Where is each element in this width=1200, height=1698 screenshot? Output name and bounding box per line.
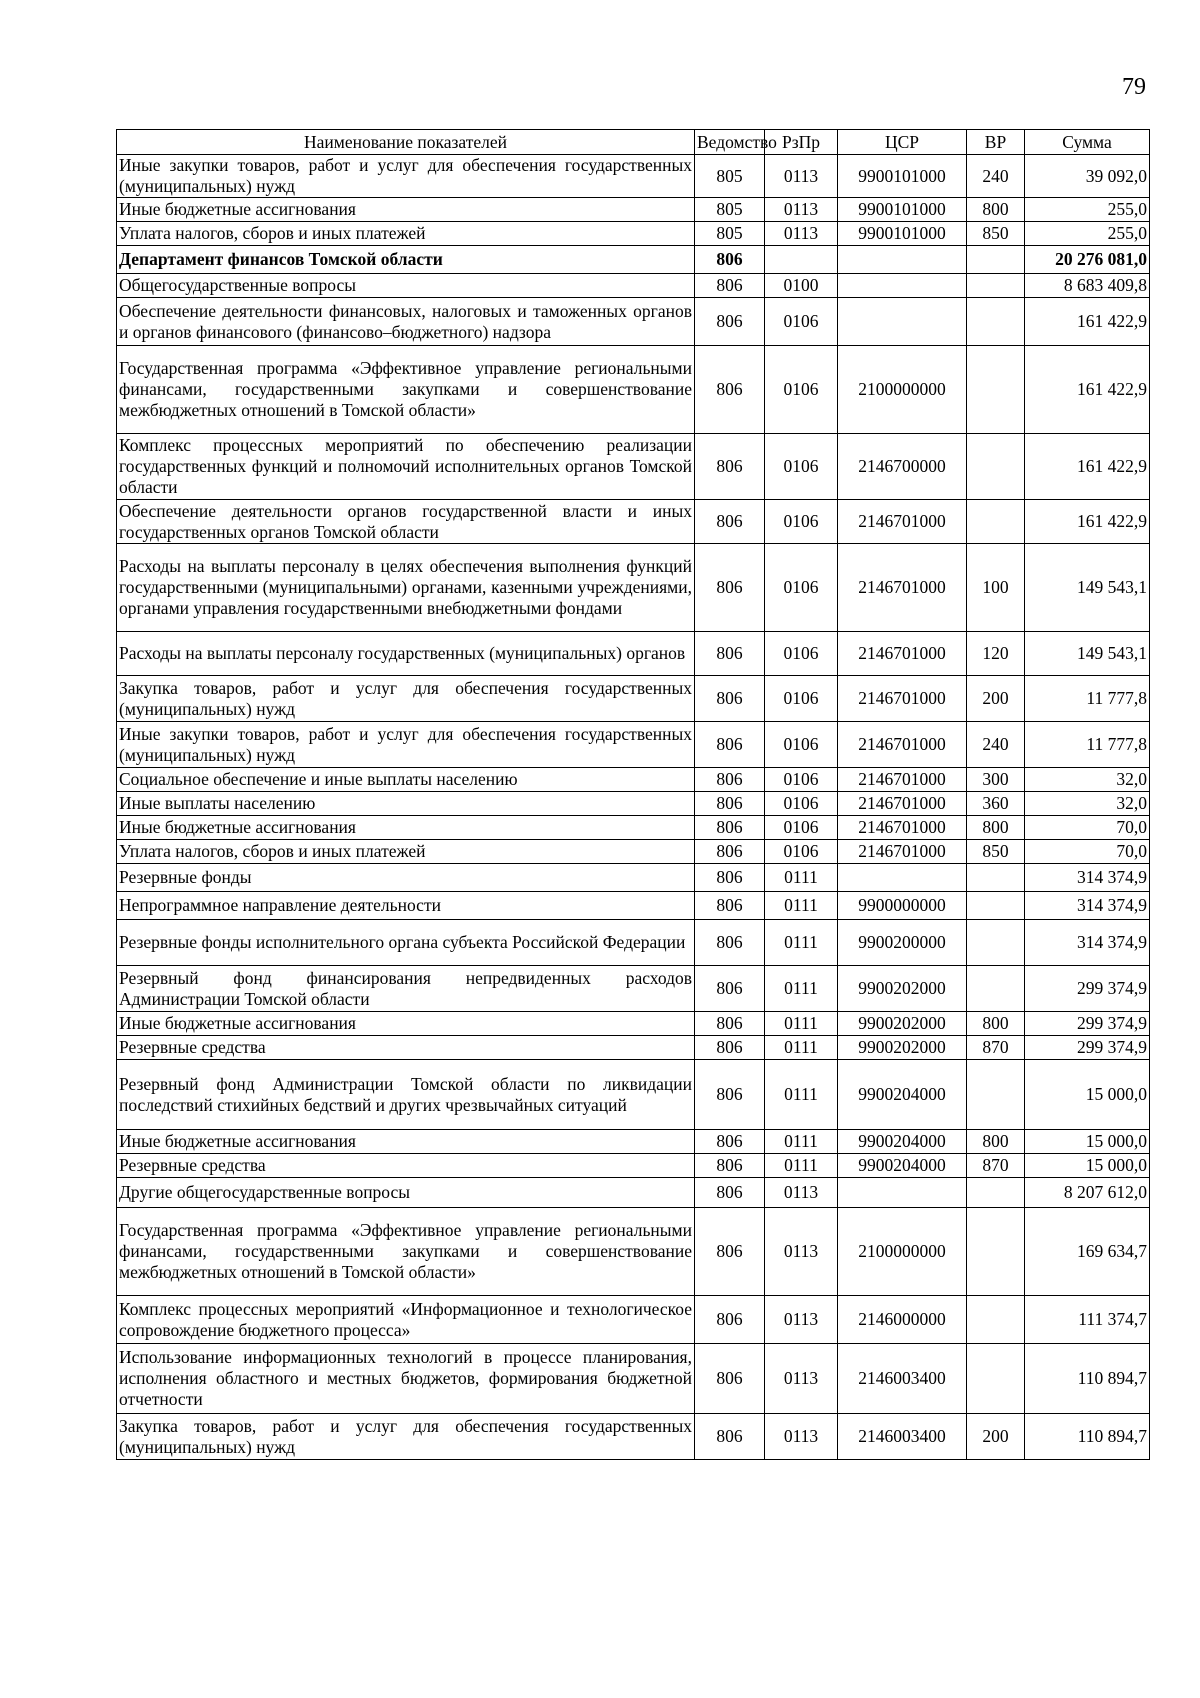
cell-vr [967,298,1025,346]
table-row [117,792,1150,816]
cell-ved: 806 [695,1178,765,1208]
cell-vr: 850 [967,222,1025,246]
cell-sum: 32,0 [1025,768,1150,792]
table-row [117,198,1150,222]
cell-ved: 806 [695,792,765,816]
cell-csr: 9900204000 [838,1060,967,1130]
cell-rzpr: 0111 [765,966,838,1012]
cell-csr: 2146701000 [838,768,967,792]
table-row [117,1296,1150,1344]
cell-sum: 111 374,7 [1025,1296,1150,1344]
cell-ved: 806 [695,298,765,346]
cell-ved: 805 [695,155,765,198]
cell-name: Государственная программа «Эффективное управление региональными финансами, государственными закупками и совершенствование межбюджетных отношений в Томской области» [117,346,695,434]
cell-name: Резервный фонд финансирования непредвиденных расходов Администрации Томской области [117,966,695,1012]
cell-sum: 314 374,9 [1025,892,1150,920]
cell-rzpr: 0113 [765,1414,838,1460]
cell-csr: 2146701000 [838,632,967,676]
cell-sum: 161 422,9 [1025,434,1150,500]
table-row [117,1130,1150,1154]
cell-ved: 806 [695,434,765,500]
cell-csr: 9900101000 [838,155,967,198]
cell-sum: 149 543,1 [1025,544,1150,632]
cell-name: Общегосударственные вопросы [117,274,695,298]
cell-csr: 2146701000 [838,792,967,816]
cell-vr: 870 [967,1154,1025,1178]
cell-rzpr: 0113 [765,198,838,222]
cell-sum: 110 894,7 [1025,1344,1150,1414]
header-csr: ЦСР [838,130,967,155]
cell-sum: 299 374,9 [1025,1036,1150,1060]
cell-name: Уплата налогов, сборов и иных платежей [117,840,695,864]
cell-ved: 806 [695,246,765,274]
cell-name: Непрограммное направление деятельности [117,892,695,920]
cell-sum: 299 374,9 [1025,966,1150,1012]
cell-rzpr: 0111 [765,1154,838,1178]
cell-vr: 100 [967,544,1025,632]
cell-sum: 161 422,9 [1025,346,1150,434]
cell-vr: 800 [967,816,1025,840]
table-row [117,864,1150,892]
cell-sum: 15 000,0 [1025,1130,1150,1154]
cell-ved: 805 [695,222,765,246]
cell-ved: 806 [695,966,765,1012]
cell-csr: 2146000000 [838,1296,967,1344]
cell-ved: 806 [695,892,765,920]
cell-name: Комплекс процессных мероприятий «Информационное и технологическое сопровождение бюджетного процесса» [117,1296,695,1344]
cell-ved: 806 [695,864,765,892]
cell-rzpr: 0106 [765,768,838,792]
cell-sum: 255,0 [1025,198,1150,222]
table-row [117,920,1150,966]
cell-rzpr: 0106 [765,722,838,768]
cell-csr: 9900000000 [838,892,967,920]
cell-csr: 2146003400 [838,1344,967,1414]
cell-vr: 200 [967,1414,1025,1460]
cell-name: Резервные фонды [117,864,695,892]
cell-rzpr: 0106 [765,840,838,864]
cell-rzpr: 0111 [765,1130,838,1154]
cell-vr: 240 [967,155,1025,198]
table-row [117,298,1150,346]
table-row [117,966,1150,1012]
cell-ved: 806 [695,544,765,632]
cell-sum: 314 374,9 [1025,920,1150,966]
cell-vr: 240 [967,722,1025,768]
cell-name: Иные бюджетные ассигнования [117,1012,695,1036]
cell-sum: 15 000,0 [1025,1060,1150,1130]
cell-name: Использование информационных технологий в процессе планирования, исполнения областного и местных бюджетов, формирования бюджетной отчетности [117,1344,695,1414]
cell-vr: 800 [967,198,1025,222]
cell-rzpr: 0111 [765,1012,838,1036]
table-row [117,544,1150,632]
cell-rzpr: 0113 [765,1344,838,1414]
cell-ved: 806 [695,1036,765,1060]
cell-vr [967,1060,1025,1130]
cell-rzpr: 0100 [765,274,838,298]
cell-ved: 806 [695,1344,765,1414]
cell-vr [967,346,1025,434]
cell-ved: 806 [695,346,765,434]
cell-csr: 2146003400 [838,1414,967,1460]
cell-ved: 806 [695,676,765,722]
cell-sum: 15 000,0 [1025,1154,1150,1178]
cell-csr [838,298,967,346]
cell-rzpr: 0106 [765,434,838,500]
table-row [117,892,1150,920]
table-row [117,246,1150,274]
cell-name: Социальное обеспечение и иные выплаты населению [117,768,695,792]
cell-ved: 806 [695,1130,765,1154]
cell-name: Обеспечение деятельности органов государственной власти и иных государственных органов Томской области [117,500,695,544]
cell-rzpr: 0106 [765,632,838,676]
cell-vr [967,864,1025,892]
cell-sum: 70,0 [1025,816,1150,840]
cell-name: Резервные фонды исполнительного органа субъекта Российской Федерации [117,920,695,966]
cell-ved: 806 [695,1296,765,1344]
cell-rzpr: 0113 [765,1208,838,1296]
header-row [117,130,1150,155]
cell-vr [967,1296,1025,1344]
table-row [117,1414,1150,1460]
cell-sum: 169 634,7 [1025,1208,1150,1296]
cell-sum: 149 543,1 [1025,632,1150,676]
cell-csr [838,864,967,892]
cell-csr: 2100000000 [838,1208,967,1296]
cell-csr [838,1178,967,1208]
cell-csr: 9900200000 [838,920,967,966]
table-row [117,632,1150,676]
table-row [117,1344,1150,1414]
cell-vr [967,1208,1025,1296]
cell-sum: 11 777,8 [1025,722,1150,768]
header-sum: Сумма [1025,130,1150,155]
cell-rzpr: 0106 [765,500,838,544]
cell-ved: 806 [695,632,765,676]
table-row [117,1178,1150,1208]
cell-csr: 2146700000 [838,434,967,500]
cell-ved: 806 [695,920,765,966]
cell-name: Иные закупки товаров, работ и услуг для обеспечения государственных (муниципальных) нужд [117,155,695,198]
table-row [117,768,1150,792]
cell-csr: 2146701000 [838,544,967,632]
cell-csr: 9900101000 [838,222,967,246]
cell-rzpr: 0111 [765,1036,838,1060]
cell-ved: 806 [695,840,765,864]
cell-ved: 806 [695,1154,765,1178]
cell-sum: 20 276 081,0 [1025,246,1150,274]
cell-name: Обеспечение деятельности финансовых, налоговых и таможенных органов и органов финансового (финансово–бюджетного) надзора [117,298,695,346]
table-header [117,130,1150,155]
cell-vr: 850 [967,840,1025,864]
cell-rzpr: 0106 [765,676,838,722]
cell-ved: 805 [695,198,765,222]
cell-rzpr: 0106 [765,792,838,816]
table-row [117,155,1150,198]
cell-vr: 800 [967,1130,1025,1154]
cell-sum: 161 422,9 [1025,298,1150,346]
cell-ved: 806 [695,1414,765,1460]
cell-name: Резервные средства [117,1036,695,1060]
table-row [117,840,1150,864]
cell-rzpr: 0113 [765,222,838,246]
cell-sum: 11 777,8 [1025,676,1150,722]
page-number: 79 [1122,74,1146,100]
cell-name: Закупка товаров, работ и услуг для обеспечения государственных (муниципальных) нужд [117,676,695,722]
table-row [117,676,1150,722]
header-rzpr: РзПр [765,130,838,155]
cell-vr [967,1344,1025,1414]
table-row [117,1036,1150,1060]
cell-csr: 2100000000 [838,346,967,434]
cell-name: Иные закупки товаров, работ и услуг для обеспечения государственных (муниципальных) нужд [117,722,695,768]
table-row [117,222,1150,246]
cell-sum: 255,0 [1025,222,1150,246]
cell-rzpr: 0111 [765,864,838,892]
cell-name: Закупка товаров, работ и услуг для обеспечения государственных (муниципальных) нужд [117,1414,695,1460]
cell-vr [967,966,1025,1012]
cell-sum: 314 374,9 [1025,864,1150,892]
cell-csr: 2146701000 [838,676,967,722]
cell-csr [838,274,967,298]
table-row [117,434,1150,500]
table-row [117,274,1150,298]
cell-vr: 360 [967,792,1025,816]
cell-rzpr [765,246,838,274]
cell-csr: 9900202000 [838,1012,967,1036]
cell-csr: 9900204000 [838,1130,967,1154]
cell-name: Резервные средства [117,1154,695,1178]
cell-csr: 2146701000 [838,840,967,864]
header-vr: ВР [967,130,1025,155]
cell-ved: 806 [695,1060,765,1130]
cell-csr: 9900202000 [838,1036,967,1060]
cell-ved: 806 [695,816,765,840]
cell-sum: 70,0 [1025,840,1150,864]
cell-name: Расходы на выплаты персоналу государственных (муниципальных) органов [117,632,695,676]
cell-name: Иные бюджетные ассигнования [117,198,695,222]
cell-sum: 110 894,7 [1025,1414,1150,1460]
cell-ved: 806 [695,274,765,298]
cell-rzpr: 0113 [765,155,838,198]
cell-sum: 32,0 [1025,792,1150,816]
cell-rzpr: 0111 [765,892,838,920]
cell-ved: 806 [695,1012,765,1036]
cell-csr: 9900204000 [838,1154,967,1178]
table-row [117,1154,1150,1178]
cell-vr: 300 [967,768,1025,792]
table-row [117,500,1150,544]
cell-vr [967,500,1025,544]
cell-name: Резервный фонд Администрации Томской области по ликвидации последствий стихийных бедствий и других чрезвычайных ситуаций [117,1060,695,1130]
cell-name: Комплекс процессных мероприятий по обеспечению реализации государственных функций и полномочий исполнительных органов Томской области [117,434,695,500]
cell-rzpr: 0113 [765,1296,838,1344]
cell-name: Иные выплаты населению [117,792,695,816]
header-ved: Ведомство [695,130,765,155]
table-row [117,1012,1150,1036]
cell-name: Иные бюджетные ассигнования [117,1130,695,1154]
cell-csr [838,246,967,274]
cell-sum: 299 374,9 [1025,1012,1150,1036]
cell-ved: 806 [695,1208,765,1296]
cell-vr [967,434,1025,500]
cell-vr [967,246,1025,274]
cell-name: Расходы на выплаты персоналу в целях обеспечения выполнения функций государственными (муниципальными) органами, казенными учреждениями, органами управления государственными внебюджетными фондами [117,544,695,632]
cell-csr: 2146701000 [838,500,967,544]
cell-name: Иные бюджетные ассигнования [117,816,695,840]
cell-vr: 870 [967,1036,1025,1060]
cell-name: Департамент финансов Томской области [117,246,695,274]
cell-ved: 806 [695,722,765,768]
cell-vr: 200 [967,676,1025,722]
cell-rzpr: 0106 [765,298,838,346]
cell-vr: 800 [967,1012,1025,1036]
table-body [117,155,1150,1460]
table-row [117,1060,1150,1130]
cell-csr: 2146701000 [838,816,967,840]
table-row [117,346,1150,434]
table-row [117,722,1150,768]
cell-csr: 9900202000 [838,966,967,1012]
budget-table [116,129,1150,1460]
cell-sum: 39 092,0 [1025,155,1150,198]
cell-ved: 806 [695,768,765,792]
cell-rzpr: 0106 [765,544,838,632]
table-row [117,816,1150,840]
cell-vr [967,274,1025,298]
cell-name: Другие общегосударственные вопросы [117,1178,695,1208]
cell-rzpr: 0106 [765,346,838,434]
header-name: Наименование показателей [117,130,695,155]
table-row [117,1208,1150,1296]
cell-vr [967,892,1025,920]
cell-rzpr: 0111 [765,1060,838,1130]
cell-vr [967,1178,1025,1208]
cell-csr: 2146701000 [838,722,967,768]
cell-vr: 120 [967,632,1025,676]
cell-name: Уплата налогов, сборов и иных платежей [117,222,695,246]
cell-rzpr: 0111 [765,920,838,966]
cell-ved: 806 [695,500,765,544]
cell-rzpr: 0106 [765,816,838,840]
cell-sum: 8 683 409,8 [1025,274,1150,298]
cell-vr [967,920,1025,966]
cell-name: Государственная программа «Эффективное управление региональными финансами, государственными закупками и совершенствование межбюджетных отношений в Томской области» [117,1208,695,1296]
cell-sum: 161 422,9 [1025,500,1150,544]
cell-rzpr: 0113 [765,1178,838,1208]
cell-csr: 9900101000 [838,198,967,222]
cell-sum: 8 207 612,0 [1025,1178,1150,1208]
